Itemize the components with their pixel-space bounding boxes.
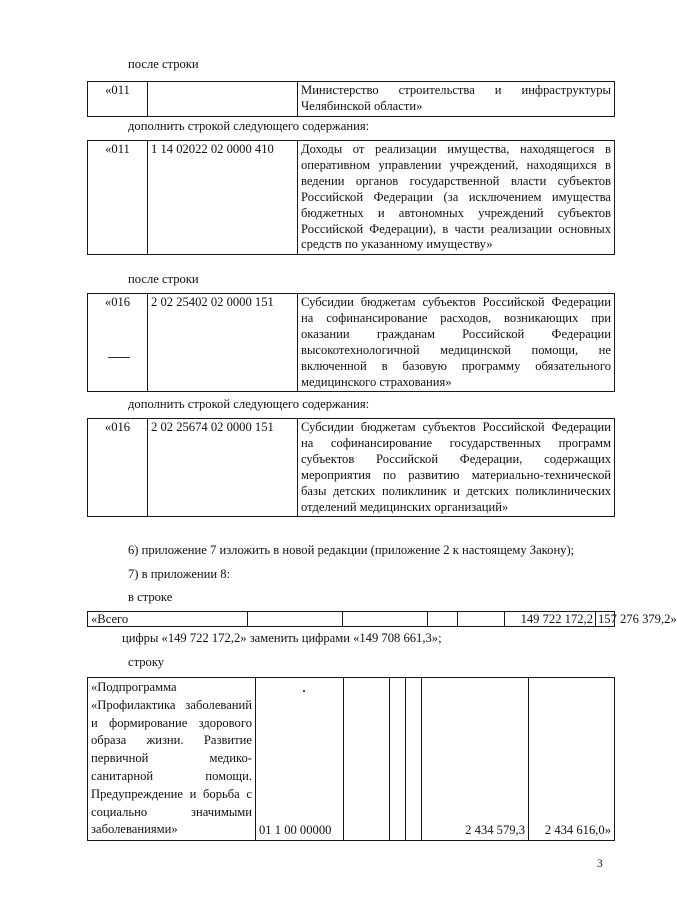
item-6: 6) приложение 7 изложить в новой редакции (приложение 2 к настоящему Закону); [128, 543, 575, 557]
code-cell: «016 [88, 294, 148, 392]
row-word-text: строку [128, 655, 165, 669]
subprogram-value-1-cell: 2 434 579,3 [422, 678, 529, 841]
page-number: 3 [597, 858, 603, 870]
scan-speck [303, 690, 305, 692]
table-row-subsidy-polyclinics [87, 418, 615, 517]
append-text-1: дополнить строкой следующего содержания: [128, 119, 370, 133]
subprogram-code-cell: 01 1 00 00000 [256, 678, 344, 841]
empty-cell [248, 612, 343, 627]
intro-text: после строки [128, 57, 199, 71]
margin-dash [108, 357, 130, 358]
empty-cell [458, 612, 505, 627]
name-cell: Субсидии бюджетам субъектов Российской Федерации на софинансирование расходов, возникающих при оказании гражданам Российской Федерации высокотехнологичной медицинской помощи, не включенной в базовую программу обязательного медицинского страхования» [298, 294, 615, 392]
code-cell: «016 [88, 419, 148, 517]
code-cell: «011 [88, 82, 148, 117]
item-7: 7) в приложении 8: [128, 567, 231, 581]
name-cell: Субсидии бюджетам субъектов Российской Федерации на софинансирование государственных программ субъектов Российской Федерации, содержащих мероприятия по развитию материально-технической базы детских поликлиник и детских поликлинических отделений медицинских организаций» [298, 419, 615, 517]
name-cell: Министерство строительства и инфраструктуры Челябинской области» [298, 82, 615, 117]
total-label-cell: «Всего [88, 612, 248, 627]
subprogram-name-cell: «Подпрограмма «Профилактика заболеваний и формирование здорового образа жизни. Развитие первичной медико-санитарной помощи. Предупреждение и борьба с социально значимыми заболеваниями» [88, 678, 256, 841]
subprogram-value-2-cell: 2 434 616,0» [529, 678, 615, 841]
append-text-2: дополнить строкой следующего содержания: [128, 397, 370, 411]
empty-cell [428, 612, 458, 627]
empty-cell [344, 678, 390, 841]
kbk-cell [148, 82, 298, 117]
code-cell: «011 [88, 141, 148, 255]
empty-cell [343, 612, 428, 627]
name-cell: Доходы от реализации имущества, находящегося в оперативном управлении учреждений, находящихся в ведении органов государственной власти субъектов Российской Федерации (за исключением имущества бюджетных и автономных учреждений субъектов Российской Федерации), в части реализации основных средств по указанному имуществу» [298, 141, 615, 255]
kbk-cell: 2 02 25402 02 0000 151 [148, 294, 298, 392]
table-row-property-income [87, 140, 615, 255]
kbk-cell: 1 14 02022 02 0000 410 [148, 141, 298, 255]
table-row-subsidy-hightech [87, 293, 615, 392]
table-row-ministry [87, 81, 615, 117]
kbk-cell: 2 02 25674 02 0000 151 [148, 419, 298, 517]
empty-cell [406, 678, 422, 841]
in-row-text: в строке [128, 590, 173, 604]
replace-text: цифры «149 722 172,2» заменить цифрами «149 708 661,3»; [122, 631, 442, 645]
table-row-subprogram [87, 677, 615, 841]
empty-cell [390, 678, 406, 841]
after-text-2: после строки [128, 272, 199, 286]
total-value-2-cell: 157 276 379,2» [596, 612, 615, 627]
total-value-1-cell: 149 722 172,2 [505, 612, 596, 627]
table-row-total [87, 611, 677, 627]
